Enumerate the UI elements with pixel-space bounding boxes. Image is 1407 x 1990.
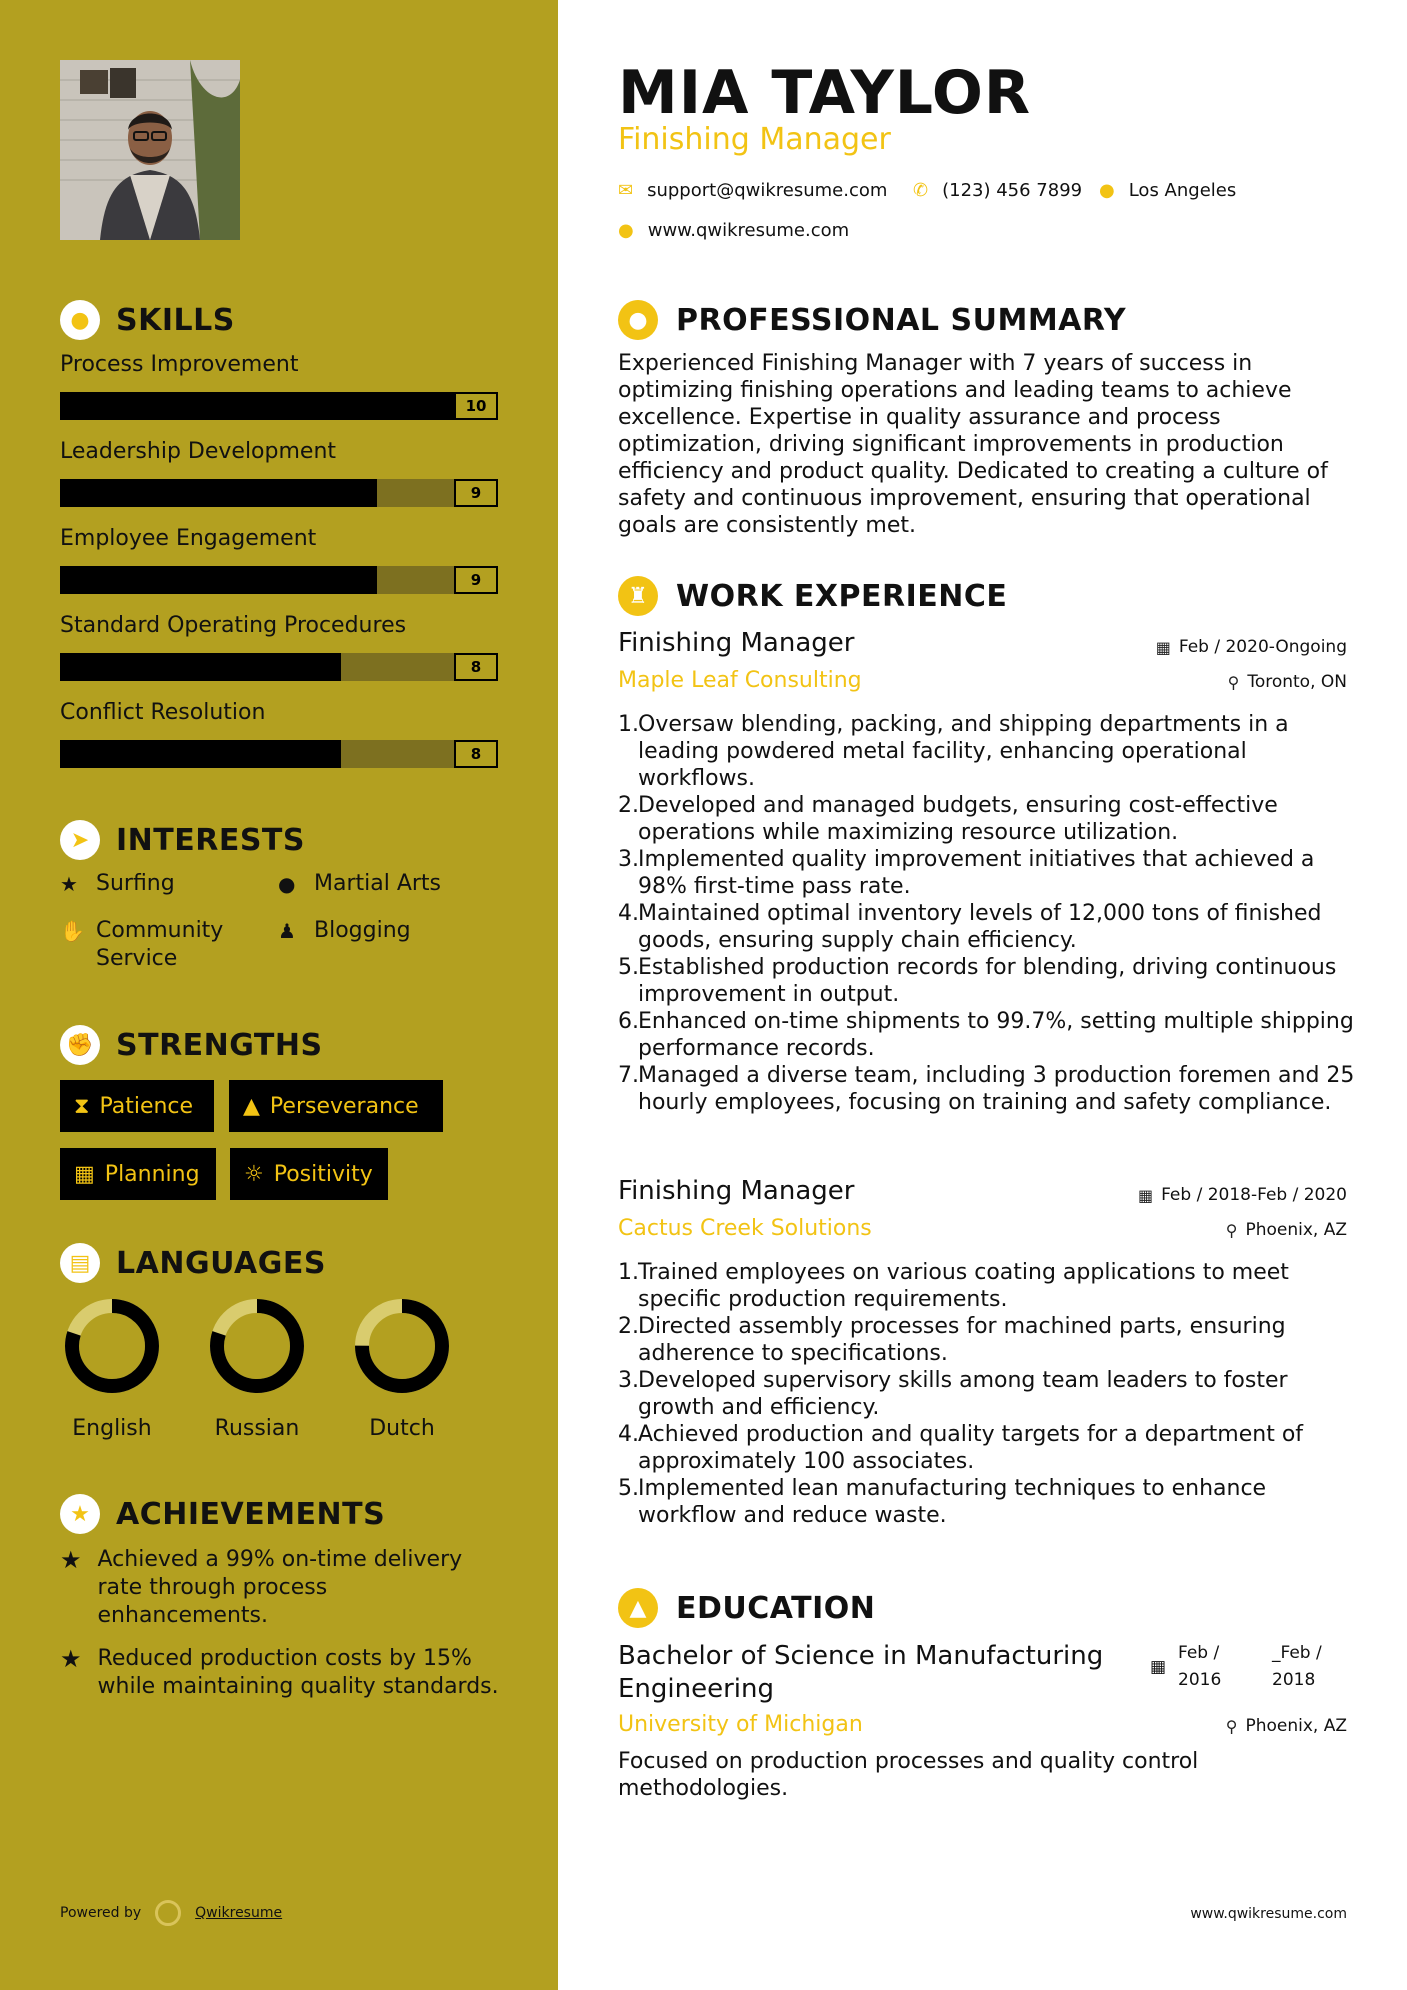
contact-website[interactable] (618, 220, 849, 241)
hourglass-icon: ⧗ (74, 1093, 90, 1119)
interest-item (278, 870, 441, 898)
job-date (1156, 637, 1347, 657)
skill-item (60, 613, 498, 681)
skills-title: SKILLS (116, 302, 235, 338)
job-bullets (618, 1259, 1358, 1529)
language-name: Russian (214, 1416, 300, 1441)
skill-item (60, 439, 498, 507)
phone-text: (123) 456 7899 (942, 180, 1083, 201)
skill-name: Standard Operating Procedures (60, 613, 407, 638)
pin-icon: ⚲ (1227, 672, 1240, 692)
powered-by (60, 1900, 282, 1926)
medal-star-icon: ★ (60, 1494, 100, 1534)
interest-label: Blogging (314, 918, 411, 943)
skill-bar-fill (60, 392, 498, 420)
job-title: Finishing Manager (618, 1176, 855, 1206)
skill-bar-fill (60, 653, 341, 681)
skill-level: 9 (454, 479, 498, 507)
profile-photo (60, 60, 240, 240)
education-start-month: Feb / (1178, 1643, 1220, 1663)
list-item: Managed a diverse team, including 3 production foremen and 25 hourly employees, focusing on training and safety compliance. (638, 1063, 1355, 1115)
paper-plane-icon: ➤ (60, 820, 100, 860)
language-item (342, 1298, 462, 1441)
strengths-heading (60, 1025, 323, 1065)
strength-label: Patience (99, 1093, 194, 1119)
education-end-month: _Feb / (1272, 1643, 1322, 1663)
website-text: www.qwikresume.com (647, 220, 850, 241)
list-item: Established production records for blending, driving continuous improvement in output. (638, 955, 1337, 1007)
interests-title: INTERESTS (116, 822, 305, 858)
location-text: Los Angeles (1128, 180, 1237, 201)
education-end (1272, 1640, 1352, 1694)
sun-icon: ☼ (244, 1161, 264, 1187)
strength-badge (229, 1080, 443, 1132)
education-heading (618, 1588, 875, 1628)
fist-icon: ✊ (60, 1025, 100, 1065)
skill-item (60, 700, 498, 768)
job-company: Maple Leaf Consulting (618, 668, 862, 693)
experience-title: WORK EXPERIENCE (676, 578, 1008, 614)
job-location (1228, 672, 1347, 692)
pin-icon: ⚲ (1225, 1716, 1238, 1736)
phone-icon: ✆ (913, 180, 929, 201)
job-company: Cactus Creek Solutions (618, 1216, 872, 1241)
list-item: Enhanced on-time shipments to 99.7%, setting multiple shipping performance records. (638, 1009, 1354, 1061)
achievement-text: Achieved a 99% on-time delivery rate through process enhancements. (97, 1547, 463, 1628)
job-title: Finishing Manager (618, 628, 855, 658)
shooting-star-icon: ★ (60, 1645, 82, 1673)
strength-label: Positivity (273, 1161, 373, 1187)
calendar-icon: ▦ (1155, 637, 1171, 657)
envelope-icon: ✉ (618, 180, 634, 201)
strength-badge (60, 1080, 214, 1132)
powered-by-label: Powered by (60, 1905, 142, 1921)
achievement-text: Reduced production costs by 15% while maintaining quality standards. (97, 1646, 499, 1699)
skill-level: 9 (454, 566, 498, 594)
skill-bar (60, 566, 498, 594)
skill-name: Conflict Resolution (60, 700, 266, 725)
interest-item (278, 917, 411, 945)
candidate-name: MIA TAYLOR (618, 58, 1032, 128)
user-icon: ● (618, 300, 658, 340)
contact-email[interactable] (618, 180, 887, 201)
map-pin-icon: ● (1099, 180, 1115, 201)
skill-name: Process Improvement (60, 352, 299, 377)
office-chair-icon: ♜ (618, 576, 658, 616)
lightbulb-icon: ● (60, 300, 100, 340)
interest-label: Surfing (96, 871, 175, 896)
language-ring (209, 1298, 305, 1394)
job-location-text: Toronto, ON (1247, 672, 1347, 692)
calendar-icon: ▦ (1137, 1185, 1154, 1205)
skill-bar-fill (60, 479, 377, 507)
education-school: University of Michigan (618, 1712, 863, 1737)
education-location-text: Phoenix, AZ (1245, 1716, 1347, 1736)
strength-label: Perseverance (269, 1093, 419, 1119)
email-text: support@qwikresume.com (647, 180, 888, 201)
language-name: English (72, 1416, 152, 1441)
achievements-heading (60, 1494, 385, 1534)
interest-item (60, 917, 260, 973)
interest-label: Martial Arts (314, 871, 442, 896)
pin-icon: ⚲ (1225, 1220, 1238, 1240)
summary-title: PROFESSIONAL SUMMARY (676, 302, 1127, 338)
education-description: Focused on production processes and quality control methodologies. (618, 1749, 1199, 1801)
summary-text: Experienced Finishing Manager with 7 years of success in optimizing finishing operations and leading teams to achieve excellence. Expertise in quality assurance and process optimization, driving significant improvements in production efficiency and product quality. Dedicated to creating a culture of safety and continuous improvement, ensuring that operational goals are consistently met. (618, 351, 1328, 538)
language-item (197, 1298, 317, 1441)
language-name: Dutch (369, 1416, 435, 1441)
strength-label: Planning (104, 1161, 200, 1187)
candidate-role: Finishing Manager (618, 122, 891, 157)
skill-bar (60, 653, 498, 681)
strength-badge (230, 1148, 388, 1200)
skill-item (60, 526, 498, 594)
job-date (1138, 1185, 1347, 1205)
skill-bar (60, 740, 498, 768)
language-ring (64, 1298, 160, 1394)
road-icon: ▲ (243, 1093, 260, 1119)
skills-heading (60, 300, 235, 340)
qwikresume-logo-icon (155, 1900, 181, 1926)
strength-badge (60, 1148, 216, 1200)
job-date-text: Feb / 2020-Ongoing (1178, 637, 1347, 657)
skill-level: 8 (454, 653, 498, 681)
list-item: Trained employees on various coating applications to meet specific production requirements. (638, 1260, 1289, 1312)
achievements-title: ACHIEVEMENTS (116, 1496, 386, 1532)
skill-level: 10 (454, 392, 498, 420)
achievement-item (60, 1645, 500, 1701)
strengths-title: STRENGTHS (116, 1027, 323, 1063)
list-item: Implemented quality improvement initiatives that achieved a 98% first-time pass rate. (638, 847, 1315, 899)
experience-heading (618, 576, 1007, 616)
job-bullets (618, 711, 1358, 1116)
shooting-star-icon: ★ (60, 1546, 82, 1574)
education-start-year: 2016 (1178, 1670, 1222, 1690)
skill-bar (60, 479, 498, 507)
skill-bar-fill (60, 566, 377, 594)
education-degree: Bachelor of Science in Manufacturing Engineering (618, 1641, 1104, 1704)
education-end-year: 2018 (1272, 1670, 1316, 1690)
main-content (558, 0, 1407, 1990)
star-icon: ★ (60, 872, 78, 896)
education-location (1226, 1716, 1347, 1736)
globe-icon: ● (618, 220, 634, 241)
job-location-text: Phoenix, AZ (1245, 1220, 1347, 1240)
list-item: Achieved production and quality targets for a department of approximately 100 associates. (638, 1422, 1304, 1474)
users-icon: ♟ (278, 919, 296, 943)
calendar-icon: ▦ (1150, 1657, 1167, 1677)
list-item: Oversaw blending, packing, and shipping departments in a leading powdered metal facility, enhancing operational workflows. (638, 712, 1289, 791)
skill-item (60, 352, 498, 420)
list-item: Developed and managed budgets, ensuring cost-effective operations while maximizing resource utilization. (638, 793, 1278, 845)
list-item: Developed supervisory skills among team leaders to foster growth and efficiency. (638, 1368, 1288, 1420)
interests-heading (60, 820, 305, 860)
list-item: Directed assembly processes for machined parts, ensuring adherence to specifications. (638, 1314, 1286, 1366)
job-date-text: Feb / 2018-Feb / 2020 (1161, 1185, 1347, 1205)
summary-heading (618, 300, 1126, 340)
contact-location (1099, 180, 1236, 201)
id-card-icon: ▤ (60, 1243, 100, 1283)
globe-icon: ● (278, 872, 296, 896)
languages-heading (60, 1243, 326, 1283)
list-item: Maintained optimal inventory levels of 12,000 tons of finished goods, ensuring supply chain efficiency. (638, 901, 1322, 953)
job-location (1226, 1220, 1347, 1240)
hand-icon: ✋ (60, 919, 85, 943)
education-title: EDUCATION (676, 1590, 876, 1626)
skill-bar-fill (60, 740, 341, 768)
language-item (52, 1298, 172, 1441)
sidebar (0, 0, 558, 1990)
achievement-item (60, 1546, 500, 1630)
interest-label: Community Service (96, 918, 224, 971)
powered-by-link[interactable]: Qwikresume (195, 1905, 283, 1921)
contact-phone[interactable] (913, 180, 1082, 201)
list-item: Implemented lean manufacturing techniques to enhance workflow and reduce waste. (638, 1476, 1267, 1528)
skill-level: 8 (454, 740, 498, 768)
language-ring (354, 1298, 450, 1394)
calendar-icon: ▦ (74, 1161, 95, 1187)
graduation-icon: ▲ (618, 1588, 658, 1628)
skill-bar (60, 392, 498, 420)
skill-name: Employee Engagement (60, 526, 317, 551)
interest-item (60, 870, 175, 898)
footer-website[interactable]: www.qwikresume.com (1190, 1906, 1347, 1922)
skill-name: Leadership Development (60, 439, 337, 464)
languages-title: LANGUAGES (116, 1245, 326, 1281)
